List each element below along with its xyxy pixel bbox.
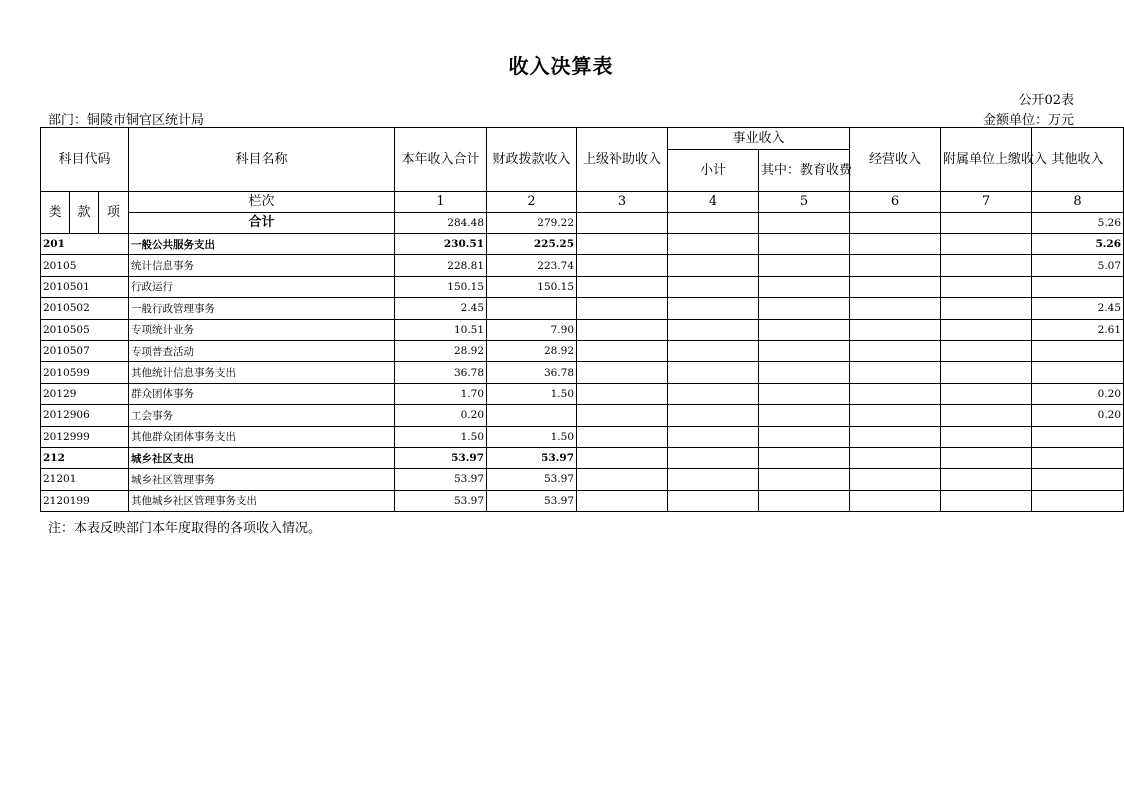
col-number: 6 bbox=[850, 192, 941, 213]
row-value: 1.50 bbox=[487, 426, 577, 447]
table-body bbox=[41, 234, 1124, 512]
row-value: 7.90 bbox=[487, 319, 577, 340]
row-value bbox=[668, 234, 759, 255]
row-value bbox=[577, 469, 668, 490]
row-value: 150.15 bbox=[487, 276, 577, 297]
col-number: 1 bbox=[395, 192, 487, 213]
row-value bbox=[577, 319, 668, 340]
row-value: 53.97 bbox=[487, 490, 577, 511]
row-value: 1.50 bbox=[395, 426, 487, 447]
header-education-fees: 其中：教育收费 bbox=[759, 150, 850, 192]
header-subject-name: 科目名称 bbox=[129, 128, 395, 192]
row-value bbox=[1032, 469, 1124, 490]
row-subject-code: 21201 bbox=[41, 469, 129, 490]
row-value bbox=[668, 490, 759, 511]
row-subject-code: 212 bbox=[41, 447, 129, 468]
table-row bbox=[41, 447, 1124, 468]
header-business-income: 事业收入 bbox=[668, 128, 850, 150]
total-value bbox=[577, 213, 668, 234]
row-value bbox=[668, 340, 759, 361]
row-subject-code: 20129 bbox=[41, 383, 129, 404]
total-value bbox=[668, 213, 759, 234]
row-subject-code: 2012999 bbox=[41, 426, 129, 447]
row-value bbox=[759, 340, 850, 361]
total-value: 5.26 bbox=[1032, 213, 1124, 234]
row-value bbox=[668, 255, 759, 276]
row-subject-name: 行政运行 bbox=[129, 276, 395, 297]
row-value bbox=[668, 469, 759, 490]
col-number: 8 bbox=[1032, 192, 1124, 213]
row-value bbox=[759, 490, 850, 511]
row-value bbox=[941, 298, 1032, 319]
row-value bbox=[487, 405, 577, 426]
row-value bbox=[850, 340, 941, 361]
row-value bbox=[668, 298, 759, 319]
row-subject-code: 2010507 bbox=[41, 340, 129, 361]
row-value: 53.97 bbox=[395, 490, 487, 511]
total-value: 279.22 bbox=[487, 213, 577, 234]
total-value bbox=[941, 213, 1032, 234]
row-value bbox=[850, 276, 941, 297]
row-subject-name: 群众团体事务 bbox=[129, 383, 395, 404]
row-value: 5.07 bbox=[1032, 255, 1124, 276]
row-value bbox=[1032, 490, 1124, 511]
header-kuan: 款 bbox=[70, 192, 99, 234]
row-value bbox=[487, 298, 577, 319]
row-value: 0.20 bbox=[1032, 405, 1124, 426]
header-subject-code: 科目代码 bbox=[41, 128, 129, 192]
table-row bbox=[41, 426, 1124, 447]
row-value bbox=[759, 255, 850, 276]
row-value bbox=[1032, 362, 1124, 383]
row-value bbox=[759, 426, 850, 447]
row-value: 10.51 bbox=[395, 319, 487, 340]
table-row bbox=[41, 362, 1124, 383]
row-value: 28.92 bbox=[487, 340, 577, 361]
row-value bbox=[941, 447, 1032, 468]
row-subject-code: 2010599 bbox=[41, 362, 129, 383]
row-value bbox=[668, 362, 759, 383]
row-subject-code: 2010502 bbox=[41, 298, 129, 319]
form-number: 公开02表 bbox=[1018, 93, 1074, 108]
row-value bbox=[850, 426, 941, 447]
row-subject-name: 专项普查活动 bbox=[129, 340, 395, 361]
row-value: 1.70 bbox=[395, 383, 487, 404]
row-value: 230.51 bbox=[395, 234, 487, 255]
row-value bbox=[577, 383, 668, 404]
col-number: 3 bbox=[577, 192, 668, 213]
row-subject-code: 2012906 bbox=[41, 405, 129, 426]
row-value: 5.26 bbox=[1032, 234, 1124, 255]
row-subject-name: 其他统计信息事务支出 bbox=[129, 362, 395, 383]
row-subject-code: 201 bbox=[41, 234, 129, 255]
row-value bbox=[668, 319, 759, 340]
row-value bbox=[577, 490, 668, 511]
row-value: 0.20 bbox=[395, 405, 487, 426]
row-value bbox=[668, 426, 759, 447]
table-row bbox=[41, 255, 1124, 276]
header-superior-subsidy: 上级补助收入 bbox=[577, 128, 668, 192]
row-value: 228.81 bbox=[395, 255, 487, 276]
income-final-accounts-table bbox=[40, 127, 1124, 512]
row-value bbox=[577, 405, 668, 426]
row-value bbox=[941, 405, 1032, 426]
row-value bbox=[759, 405, 850, 426]
table-row bbox=[41, 298, 1124, 319]
row-value: 53.97 bbox=[487, 447, 577, 468]
row-value bbox=[941, 469, 1032, 490]
col-number: 7 bbox=[941, 192, 1032, 213]
table-row bbox=[41, 405, 1124, 426]
table-row bbox=[41, 319, 1124, 340]
row-value bbox=[577, 426, 668, 447]
row-value bbox=[850, 234, 941, 255]
row-value bbox=[850, 362, 941, 383]
page-title: 收入决算表 bbox=[508, 54, 614, 78]
row-value: 225.25 bbox=[487, 234, 577, 255]
row-value bbox=[759, 319, 850, 340]
header-lei: 类 bbox=[41, 192, 70, 234]
col-number: 5 bbox=[759, 192, 850, 213]
row-subject-name: 其他城乡社区管理事务支出 bbox=[129, 490, 395, 511]
row-value: 53.97 bbox=[395, 447, 487, 468]
row-value bbox=[577, 447, 668, 468]
row-value bbox=[577, 340, 668, 361]
row-value: 36.78 bbox=[395, 362, 487, 383]
amount-unit-label: 金额单位：万元 bbox=[982, 113, 1074, 128]
header-subtotal: 小计 bbox=[668, 150, 759, 192]
header-subsidiary-remittance: 附属单位上缴收入 bbox=[941, 128, 1032, 192]
row-value bbox=[941, 255, 1032, 276]
row-subject-name: 其他群众团体事务支出 bbox=[129, 426, 395, 447]
row-value bbox=[1032, 426, 1124, 447]
header-total-income: 本年收入合计 bbox=[395, 128, 487, 192]
row-value bbox=[850, 298, 941, 319]
row-value: 2.61 bbox=[1032, 319, 1124, 340]
row-subject-name: 一般公共服务支出 bbox=[129, 234, 395, 255]
row-value: 53.97 bbox=[395, 469, 487, 490]
row-value: 150.15 bbox=[395, 276, 487, 297]
row-subject-name: 一般行政管理事务 bbox=[129, 298, 395, 319]
row-value bbox=[941, 426, 1032, 447]
row-value: 28.92 bbox=[395, 340, 487, 361]
row-subject-name: 城乡社区支出 bbox=[129, 447, 395, 468]
header-column-index: 栏次 bbox=[129, 192, 395, 213]
header-fiscal-appropriation: 财政拨款收入 bbox=[487, 128, 577, 192]
total-value: 284.48 bbox=[395, 213, 487, 234]
row-subject-code: 2120199 bbox=[41, 490, 129, 511]
header-other-income: 其他收入 bbox=[1032, 128, 1124, 192]
row-value: 223.74 bbox=[487, 255, 577, 276]
row-value bbox=[577, 255, 668, 276]
row-value: 1.50 bbox=[487, 383, 577, 404]
row-value bbox=[850, 469, 941, 490]
total-label: 合计 bbox=[129, 213, 395, 234]
row-value bbox=[759, 447, 850, 468]
col-number: 4 bbox=[668, 192, 759, 213]
header-xiang: 项 bbox=[99, 192, 129, 234]
row-value bbox=[850, 405, 941, 426]
row-value bbox=[759, 362, 850, 383]
row-value bbox=[941, 319, 1032, 340]
table-row bbox=[41, 490, 1124, 511]
row-value bbox=[941, 362, 1032, 383]
row-value bbox=[941, 383, 1032, 404]
row-value bbox=[759, 276, 850, 297]
row-value bbox=[668, 447, 759, 468]
row-value bbox=[1032, 447, 1124, 468]
total-value bbox=[759, 213, 850, 234]
row-value bbox=[759, 234, 850, 255]
row-value bbox=[850, 490, 941, 511]
row-value bbox=[577, 298, 668, 319]
row-value bbox=[850, 447, 941, 468]
row-subject-name: 城乡社区管理事务 bbox=[129, 469, 395, 490]
row-value: 53.97 bbox=[487, 469, 577, 490]
table-row bbox=[41, 340, 1124, 361]
department-label: 部门：铜陵市铜官区统计局 bbox=[48, 113, 205, 128]
row-value bbox=[941, 276, 1032, 297]
row-value bbox=[941, 340, 1032, 361]
row-value bbox=[668, 276, 759, 297]
row-value bbox=[668, 383, 759, 404]
row-subject-code: 20105 bbox=[41, 255, 129, 276]
row-value bbox=[1032, 340, 1124, 361]
row-subject-code: 2010501 bbox=[41, 276, 129, 297]
table-row bbox=[41, 383, 1124, 404]
row-value: 2.45 bbox=[395, 298, 487, 319]
row-value bbox=[941, 490, 1032, 511]
row-value bbox=[577, 362, 668, 383]
table-row bbox=[41, 276, 1124, 297]
row-value bbox=[759, 298, 850, 319]
row-value: 2.45 bbox=[1032, 298, 1124, 319]
row-subject-code: 2010505 bbox=[41, 319, 129, 340]
row-subject-name: 统计信息事务 bbox=[129, 255, 395, 276]
row-value bbox=[577, 234, 668, 255]
row-value bbox=[577, 276, 668, 297]
row-value bbox=[668, 405, 759, 426]
col-number: 2 bbox=[487, 192, 577, 213]
row-value: 36.78 bbox=[487, 362, 577, 383]
row-subject-name: 工会事务 bbox=[129, 405, 395, 426]
row-value bbox=[850, 255, 941, 276]
row-value bbox=[1032, 276, 1124, 297]
row-value bbox=[941, 234, 1032, 255]
header-operating-income: 经营收入 bbox=[850, 128, 941, 192]
table-row bbox=[41, 234, 1124, 255]
table-row bbox=[41, 469, 1124, 490]
row-value: 0.20 bbox=[1032, 383, 1124, 404]
row-value bbox=[850, 383, 941, 404]
row-value bbox=[850, 319, 941, 340]
row-value bbox=[759, 469, 850, 490]
table-note: 注：本表反映部门本年度取得的各项收入情况。 bbox=[48, 521, 322, 536]
row-subject-name: 专项统计业务 bbox=[129, 319, 395, 340]
row-value bbox=[759, 383, 850, 404]
total-value bbox=[850, 213, 941, 234]
